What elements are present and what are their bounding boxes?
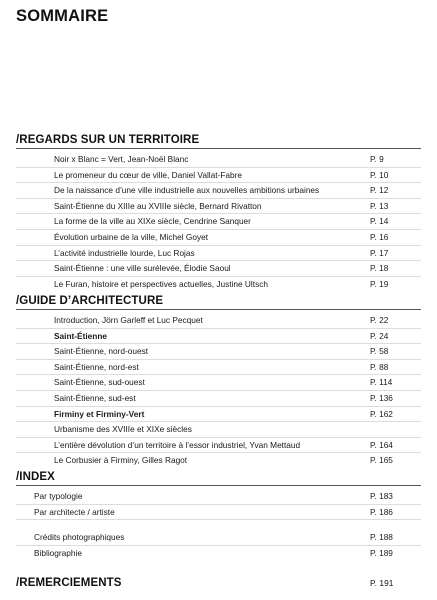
entry-label: Crédits photographiques (34, 532, 125, 543)
toc-entry[interactable] (16, 438, 421, 454)
entry-label: L’entière dévolution d’un territoire à l’essor industriel, Yvan Mettaud (54, 439, 301, 450)
entry-page: P. 16 (370, 231, 389, 242)
toc-entry[interactable] (16, 168, 421, 184)
toc-entry[interactable] (16, 246, 421, 262)
entry-page: P. 18 (370, 263, 389, 274)
page-title: SOMMAIRE (16, 7, 109, 25)
toc-entry[interactable] (16, 313, 421, 329)
entry-label: Saint-Étienne, sud-ouest (54, 377, 145, 388)
entry-label: De la naissance d’une ville industrielle aux nouvelles ambitions urbaines (54, 185, 320, 196)
entry-page: P. 114 (370, 377, 393, 388)
toc-entry[interactable] (16, 183, 421, 199)
toc-entry[interactable] (16, 277, 421, 292)
section-index (16, 470, 421, 560)
entry-page: P. 17 (370, 247, 389, 258)
toc-entry[interactable] (16, 530, 421, 546)
entry-page: P. 88 (370, 361, 389, 372)
entry-label: Noir x Blanc = Vert, Jean-Noël Blanc (54, 154, 189, 164)
section-regards (16, 133, 421, 291)
toc-entry[interactable] (16, 199, 421, 215)
section-heading (16, 576, 421, 591)
toc-entry[interactable] (16, 360, 421, 376)
entry-page: P. 14 (370, 216, 389, 227)
entry-page: P. 164 (370, 439, 393, 450)
entry-page: P. 9 (370, 154, 384, 164)
entry-label: Le Furan, histoire et perspectives actuelles, Justine Ultsch (54, 278, 268, 289)
toc-entry[interactable] (16, 214, 421, 230)
entry-label: Introduction, Jörn Garleff et Luc Pecquet (54, 315, 203, 325)
entry-label: Le Corbusier à Firminy, Gilles Ragot (54, 455, 188, 466)
entry-page: P. 13 (370, 200, 389, 211)
entry-page: P. 183 (370, 491, 393, 501)
entry-page: P. 186 (370, 506, 393, 517)
section-divider (16, 148, 421, 149)
toc-entry[interactable] (16, 152, 421, 168)
entry-page: P. 162 (370, 408, 393, 419)
toc-entry[interactable] (16, 489, 421, 505)
entry-page: P. 10 (370, 169, 389, 180)
entry-page: P. 58 (370, 346, 389, 357)
toc-entry[interactable] (16, 453, 421, 468)
entry-label: Bibliographie (34, 547, 82, 558)
section-heading-text: /REMERCIEMENTS (16, 577, 122, 589)
entry-page: P. 191 (370, 578, 394, 588)
entry-label: Urbanisme des XVIIIe et XIXe siècles (54, 424, 192, 435)
entry-label: Saint-Étienne, sud-est (54, 392, 136, 403)
entry-page: P. 22 (370, 315, 389, 325)
entry-label: Saint-Étienne (54, 330, 108, 341)
entry-page: P. 19 (370, 278, 389, 289)
section-divider (16, 485, 421, 486)
toc-entry[interactable] (16, 261, 421, 277)
toc-entry[interactable] (16, 329, 421, 345)
toc-entry[interactable] (16, 375, 421, 391)
entry-label: Par typologie (34, 491, 83, 501)
entry-page: P. 136 (370, 392, 393, 403)
toc-entry[interactable] (16, 230, 421, 246)
entry-label: L’activité industrielle lourde, Luc Rojas (54, 247, 195, 258)
toc-entry[interactable] (16, 546, 421, 561)
section-heading: /REGARDS SUR UN TERRITOIRE (16, 134, 200, 146)
entry-label: Saint-Étienne, nord-ouest (54, 346, 149, 357)
entry-page: P. 24 (370, 330, 389, 341)
entry-page: P. 12 (370, 185, 389, 196)
section-heading: /INDEX (16, 471, 55, 483)
entry-label: Saint-Étienne du XIIIe au XVIIIe siècle, Bernard Rivatton (54, 200, 262, 211)
toc-entry[interactable] (16, 407, 421, 423)
toc-entry[interactable] (16, 391, 421, 407)
toc-entry[interactable] (16, 422, 421, 438)
section-divider (16, 309, 421, 310)
toc-entry[interactable] (16, 505, 421, 521)
toc-entry[interactable] (16, 344, 421, 360)
section-heading: /GUIDE D’ARCHITECTURE (16, 295, 164, 307)
entry-label: Par architecte / artiste (34, 506, 115, 517)
entry-page: P. 189 (370, 547, 393, 558)
entry-label: Saint-Étienne : une ville surélevée, Élodie Saoul (54, 263, 231, 274)
entry-label: Évolution urbaine de la ville, Michel Goyet (54, 231, 209, 242)
entry-label: Firminy et Firminy-Vert (54, 408, 145, 419)
entry-label: Le promeneur du cœur de ville, Daniel Vallat-Fabre (54, 169, 242, 180)
section-guide (16, 294, 421, 468)
entry-label: La forme de la ville au XIXe siècle, Cendrine Sanquer (54, 216, 251, 227)
entry-page: P. 165 (370, 455, 393, 466)
section-remerciements[interactable] (16, 576, 421, 591)
entry-page: P. 188 (370, 532, 393, 543)
entry-label: Saint-Étienne, nord-est (54, 361, 139, 372)
spacer (16, 520, 421, 530)
